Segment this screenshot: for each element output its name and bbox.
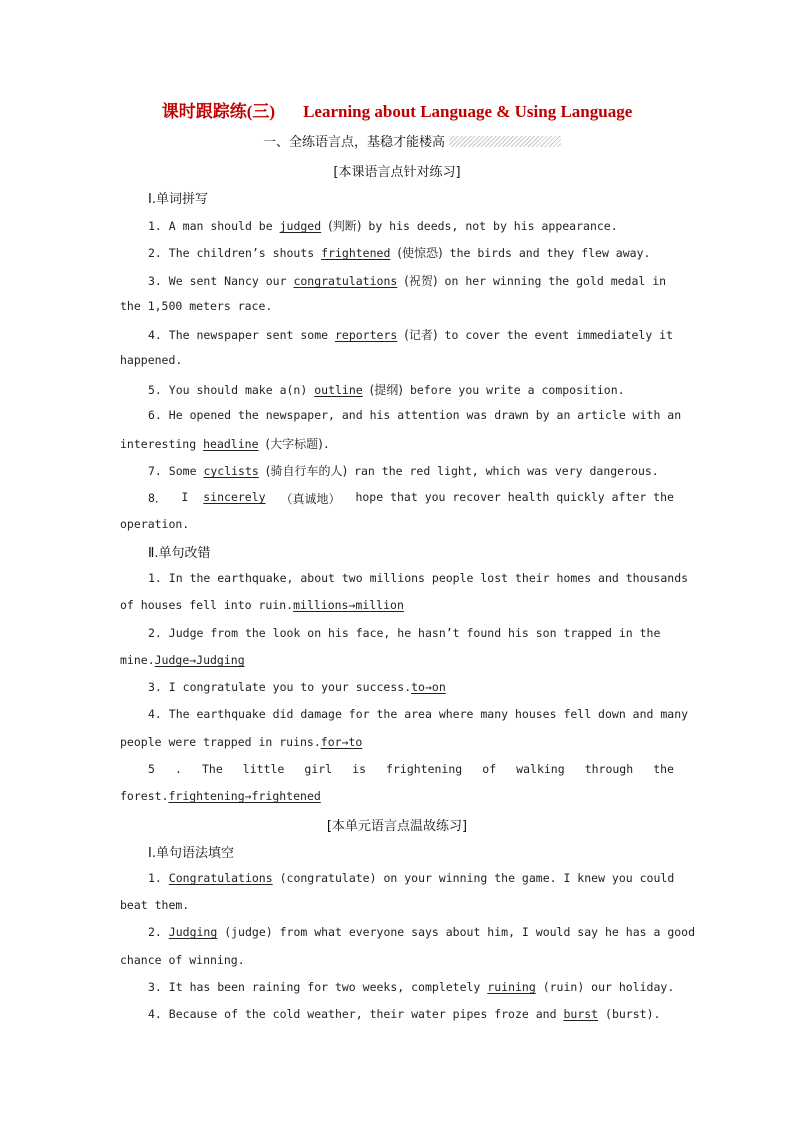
- subsection-label-unit: [本单元语言点温故练习]: [326, 819, 468, 834]
- list-item: 6. He opened the newspaper, and his attention was drawn by an article with an: [148, 408, 682, 422]
- list-item: 3. We sent Nancy our congratulations (祝贺) on her winning the gold medal in: [148, 274, 667, 288]
- section-heading-text: 一、全练语言点，基稳才能楼高: [263, 135, 446, 150]
- list-item: 3. It has been raining for two weeks, completely ruining (ruin) our holiday.: [148, 980, 675, 994]
- answer: for→to: [320, 735, 363, 749]
- list-item: 5. You should make a(n) outline (提纲) before you write a composition.: [148, 383, 625, 397]
- title-cn: 课时跟踪练(三): [161, 102, 276, 121]
- list-item: 4. The newspaper sent some reporters (记者) to cover the event immediately it: [148, 328, 674, 342]
- list-item: 8． I sincerely （真诚地） hope that you recover health quickly after the: [148, 490, 674, 506]
- list-item: 1. In the earthquake, about two millions people lost their homes and thousands: [148, 571, 689, 585]
- title-en: Learning about Language & Using Language: [303, 102, 633, 121]
- list-item-continuation: beat them.: [120, 898, 190, 912]
- answer: Judging: [168, 925, 218, 939]
- answer: headline: [203, 437, 259, 451]
- answer: outline: [314, 383, 363, 397]
- answer: frightened: [321, 246, 391, 260]
- list-item: 2. Judging (judge) from what everyone says about him, I would say he has a good: [148, 925, 696, 939]
- part3-heading: Ⅰ.单句语法填空: [148, 846, 234, 861]
- list-item: 1. A man should be judged (判断) by his deeds, not by his appearance.: [148, 219, 618, 233]
- list-item: 3. I congratulate you to your success.to→on: [148, 680, 446, 694]
- subsection-label-lesson: [本课语言点针对练习]: [333, 165, 461, 180]
- answer: burst: [563, 1007, 599, 1021]
- answer: reporters: [334, 328, 398, 342]
- list-item: 1. Congratulations (congratulate) on your winning the game. I knew you could: [148, 871, 675, 885]
- answer: sincerely: [203, 490, 266, 504]
- decorative-hatch: [449, 136, 561, 147]
- list-item-continuation: operation.: [120, 517, 190, 531]
- answer: ruining: [487, 980, 536, 994]
- part1-heading: Ⅰ.单词拼写: [148, 192, 208, 207]
- part2-heading: Ⅱ.单句改错: [148, 546, 211, 561]
- page-title: [0, 97, 794, 122]
- answer: judged: [279, 219, 322, 233]
- list-item-continuation: the 1,500 meters race.: [120, 299, 273, 313]
- answer: Congratulations: [168, 871, 273, 885]
- list-item-continuation: happened.: [120, 353, 183, 367]
- list-item: 7. Some cyclists (骑自行车的人) ran the red light, which was very dangerous.: [148, 464, 659, 478]
- list-item: 2. Judge from the look on his face, he hasn’t found his son trapped in the: [148, 626, 661, 640]
- list-item-continuation: forest.frightening→frightened: [120, 789, 321, 803]
- list-item-continuation: of houses fell into ruin.millions→million: [120, 598, 404, 612]
- list-item-continuation: mine.Judge→Judging: [120, 653, 245, 667]
- list-item-continuation: chance of winning.: [120, 953, 245, 967]
- list-item-continuation: people were trapped in ruins.for→to: [120, 735, 363, 749]
- list-item: 2. The children’s shouts frightened (使惊恐) the birds and they flew away.: [148, 246, 651, 260]
- list-item: 4. The earthquake did damage for the area where many houses fell down and many: [148, 707, 689, 721]
- section-heading: [263, 131, 561, 151]
- answer: congratulations: [293, 274, 398, 288]
- answer: cyclists: [203, 464, 259, 478]
- answer: to→on: [411, 680, 446, 694]
- answer: millions→million: [293, 598, 404, 612]
- answer: frightening→frightened: [168, 789, 321, 803]
- list-item-continuation: interesting headline (大字标题).: [120, 437, 330, 451]
- list-item: 4. Because of the cold weather, their water pipes froze and burst (burst).: [148, 1007, 661, 1021]
- answer: Judge→Judging: [154, 653, 245, 667]
- list-item: 5 . The little girl is frightening of walking through the: [148, 762, 674, 776]
